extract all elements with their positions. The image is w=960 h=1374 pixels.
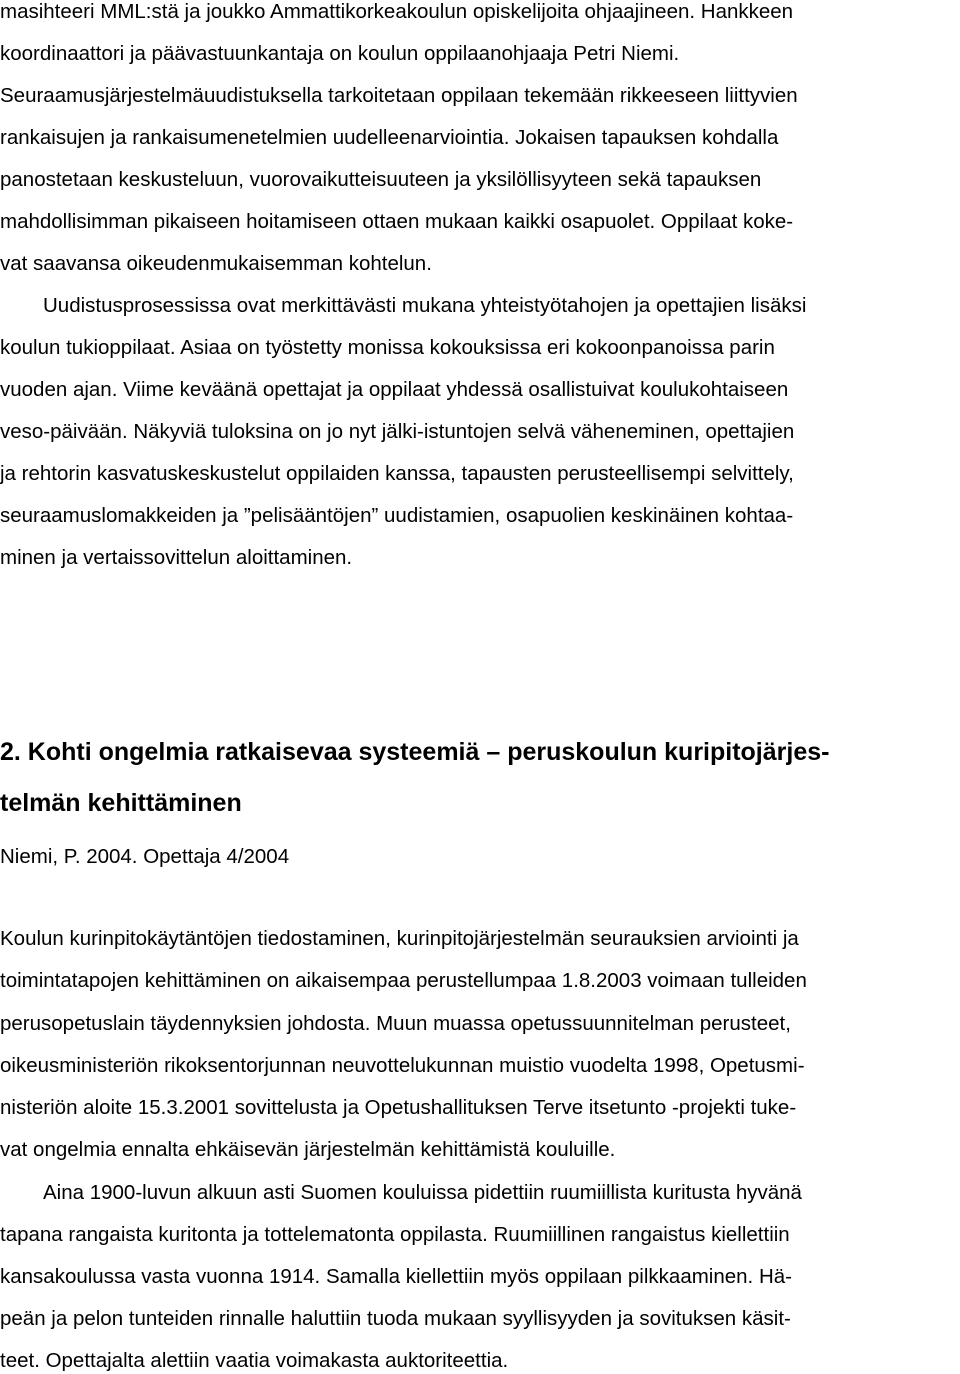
text-line: tapana rangaista kuritonta ja tottelematonta oppilasta. Ruumiillinen rangaistus kiellettiin bbox=[0, 1223, 790, 1246]
text-line: oikeusministeriön rikoksentorjunnan neuvottelukunnan muistio vuodelta 1998, Opetusmi- bbox=[0, 1054, 805, 1077]
text-line: Aina 1900-luvun alkuun asti Suomen kouluissa pidettiin ruumiillista kuritusta hyvänä bbox=[43, 1181, 802, 1204]
text-line: koulun tukioppilaat. Asiaa on työstetty monissa kokouksissa eri kokoonpanoissa parin bbox=[0, 336, 775, 359]
text-line: koordinaattori ja päävastuunkantaja on koulun oppilaanohjaaja Petri Niemi. bbox=[0, 42, 680, 65]
text-line: vat saavansa oikeudenmukaisemman kohtelun. bbox=[0, 252, 432, 275]
text-line: teet. Opettajalta alettiin vaatia voimakasta auktoriteettia. bbox=[0, 1349, 509, 1372]
text-line: ja rehtorin kasvatuskeskustelut oppilaiden kanssa, tapausten perusteellisempi selvittely, bbox=[0, 462, 794, 485]
text-line: Uudistusprosessissa ovat merkittävästi mukana yhteistyötahojen ja opettajien lisäksi bbox=[43, 294, 807, 317]
text-line: vat ongelmia ennalta ehkäisevän järjestelmän kehittämistä kouluille. bbox=[0, 1138, 616, 1161]
text-line: rankaisujen ja rankaisumenetelmien uudelleenarviointia. Jokaisen tapauksen kohdalla bbox=[0, 126, 779, 149]
text-line: vuoden ajan. Viime keväänä opettajat ja oppilaat yhdessä osallistuivat koulukohtaiseen bbox=[0, 378, 789, 401]
citation: Niemi, P. 2004. Opettaja 4/2004 bbox=[0, 845, 290, 868]
text-line: minen ja vertaissovittelun aloittaminen. bbox=[0, 546, 353, 569]
text-line: peän ja pelon tunteiden rinnalle haluttiin tuoda mukaan syyllisyyden ja sovituksen käsit- bbox=[0, 1307, 791, 1330]
text-line: perusopetuslain täydennyksien johdosta. Muun muassa opetussuunnitelman perusteet, bbox=[0, 1012, 791, 1035]
text-line: kansakoulussa vasta vuonna 1914. Samalla kiellettiin myös oppilaan pilkkaaminen. Hä- bbox=[0, 1265, 792, 1288]
text-line: mahdollisimman pikaiseen hoitamiseen ottaen mukaan kaikki osapuolet. Oppilaat koke- bbox=[0, 210, 794, 233]
text-line: Koulun kurinpitokäytäntöjen tiedostaminen, kurinpitojärjestelmän seurauksien arviointi ja bbox=[0, 927, 799, 950]
text-line: Seuraamusjärjestelmäuudistuksella tarkoitetaan oppilaan tekemään rikkeeseen liittyvien bbox=[0, 84, 798, 107]
section-heading-line-1: 2. Kohti ongelmia ratkaisevaa systeemiä – peruskoulun kuripitojärjes- bbox=[0, 738, 830, 766]
text-line: masihteeri MML:stä ja joukko Ammattikorkeakoulun opiskelijoita ohjaajineen. Hankkeen bbox=[0, 0, 794, 23]
text-line: seuraamuslomakkeiden ja ”pelisääntöjen” uudistamien, osapuolien keskinäinen kohtaa- bbox=[0, 504, 794, 527]
section-heading-line-2: telmän kehittäminen bbox=[0, 789, 242, 817]
text-line: veso-päivään. Näkyviä tuloksina on jo nyt jälki-istuntojen selvä väheneminen, opettajien bbox=[0, 420, 795, 443]
text-line: panostetaan keskusteluun, vuorovaikutteisuuteen ja yksilöllisyyteen sekä tapauksen bbox=[0, 168, 762, 191]
text-line: toimintatapojen kehittäminen on aikaisempaa perustellumpaa 1.8.2003 voimaan tulleiden bbox=[0, 969, 807, 992]
text-line: nisteriön aloite 15.3.2001 sovittelusta ja Opetushallituksen Terve itsetunto -projekti tuke- bbox=[0, 1096, 797, 1119]
